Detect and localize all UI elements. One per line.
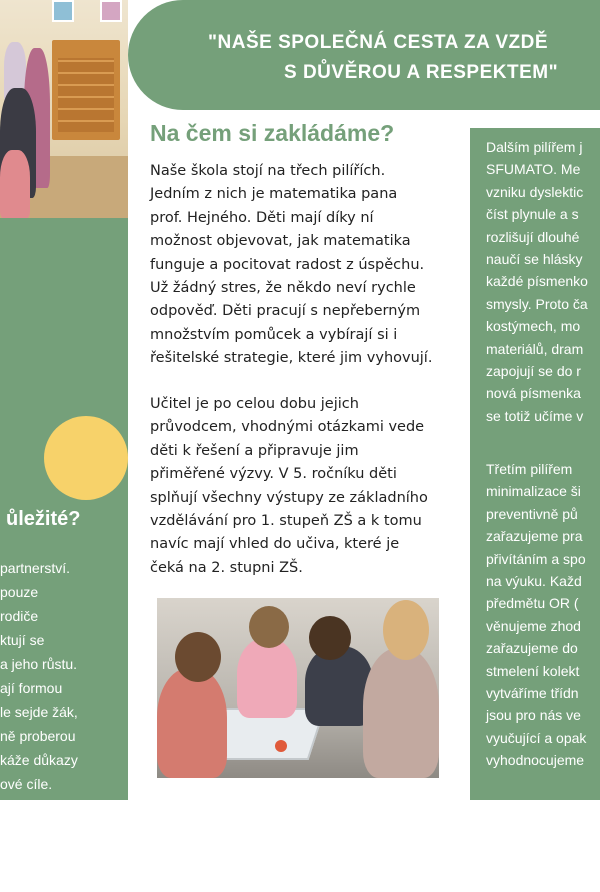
text-line: funguje a pocitovat radost z úspěchu. [150,256,425,273]
text-line: navíc mají vhled do učiva, které je [150,536,400,553]
text-line: SFUMATO. Me [486,161,581,178]
text-line: rodiče [0,608,39,624]
shelf [52,40,120,140]
paragraph-math [150,160,450,371]
banner-title-line-1: "NAŠE SPOLEČNÁ CESTA ZA VZDĚ [208,32,549,53]
paragraph-sfumato [486,136,588,427]
text-line: vzniku dyslektic [486,183,584,200]
text-line: Naše škola stojí na třech pilířích. [150,163,386,179]
text-line: preventivně pů [486,505,578,522]
text-line: nová písmenka [486,385,581,402]
robot-toy [275,740,287,752]
child-head [175,632,221,682]
child-figure [157,668,227,778]
text-line: kostýmech, mo [486,318,581,335]
child-head [309,616,351,660]
text-line: ají formou [0,680,63,696]
text-line: oskytují nejen [0,824,86,840]
child-head [383,600,429,660]
child-head [249,606,289,648]
text-line: stmelení kolekt [486,662,580,679]
text-line: naučí se hlásky [486,250,583,267]
text-line: průvodcem, vhodnými otázkami vede [150,419,425,436]
decorative-circle [44,416,128,500]
text-line: ktují se [0,632,45,648]
text-line: množstvím pomůcek a vybírají si i [150,326,398,343]
wall-picture [52,0,74,22]
text-line: káže důkazy [0,752,78,768]
text-line: ocení [0,800,35,816]
text-line: prof. Hejného. Děti mají díky ní [150,209,374,226]
paragraph-third-pillar [486,458,586,771]
child-figure [0,150,30,218]
text-line: odpověď. Děti pracují s nepřeberným [150,303,421,320]
text-line: smysly. Proto ča [486,295,588,312]
wall-picture [100,0,122,22]
text-line: vytváříme třídn [486,684,579,701]
title-banner [128,0,600,110]
paragraph-teacher [150,393,450,580]
text-line: na výuku. Každ [486,572,582,589]
text-line: možnost objevovat, jak matematika [150,233,411,250]
left-column [0,218,128,888]
text-line: minimalizace ši [486,483,581,500]
text-line: jsou pro nás ve [486,707,581,724]
text-line: na naší škole [0,872,83,888]
text-line: vyučující a opak [486,729,587,746]
text-line [0,844,86,868]
text-line: partnerství. [0,560,71,576]
text-line: Dalším pilířem j [486,139,583,155]
text-line: pouze [0,584,39,600]
text-line: čeká na 2. stupni ZŠ. [150,559,303,576]
text-line: materiálů, dram [486,340,584,357]
text-line: přiměřené výzvy. V 5. ročníku děti [150,466,397,483]
text-line: Už žádný stres, že někdo neví rychle [150,279,416,296]
text-line: přivítáním a spo [486,550,586,567]
text-line: a jeho růstu. [0,656,78,672]
section-heading: Na čem si zakládáme? [150,120,395,146]
child-figure [237,638,297,718]
text-line: vzdělávání pro 1. stupeň ZŠ a k tomu [150,512,422,529]
text-line: se totiž učíme v [486,407,584,424]
banner-title-line-2: S DŮVĚROU A RESPEKTEM" [284,62,559,83]
classroom-photo-top [0,0,128,218]
text-line: ové cíle. [0,776,53,792]
text-line: věnujeme zhod [486,617,581,634]
text-line: předmětu OR ( [486,595,579,612]
text-line: zařazujeme do [486,640,578,657]
text-line: děti k řešení a připravuje jim [150,442,359,459]
left-column-text [0,556,86,892]
left-column-heading: ůležité? [6,508,81,530]
text-line: splňují všechny výstupy ze základního [150,489,428,506]
right-column [470,128,600,800]
text-line: zařazujeme pra [486,528,583,545]
text-line: číst plynule a s [486,206,579,223]
text-line: vyhodnocujeme [486,752,585,769]
text-line: každé písmenko [486,273,588,290]
text-line: le sejde žák, [0,704,78,720]
text-line: ně proberou [0,728,76,744]
text-line: zapojují se do r [486,362,581,379]
text-line: Učitel je po celou dobu jejich [150,396,359,412]
text-line: Jedním z nich je matematika pana [150,186,398,203]
text-line: rozlišují dlouhé [486,228,580,245]
child-figure [363,648,439,778]
text-line: Třetím pilířem [486,461,573,477]
children-photo [157,598,439,778]
text-line: řešitelské strategie, které jim vyhovují. [150,350,433,367]
